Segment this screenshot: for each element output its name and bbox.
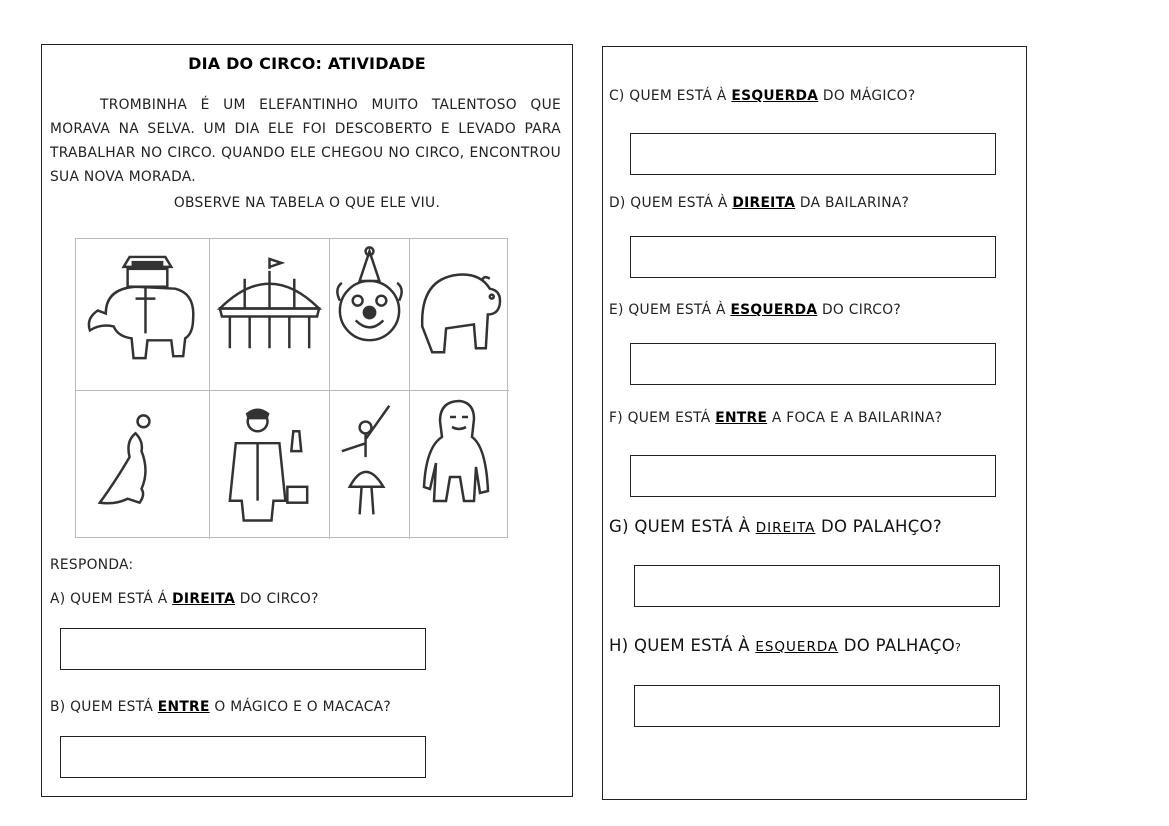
answer-box-f[interactable] bbox=[630, 455, 996, 497]
question-a-suffix: DO CIRCO? bbox=[235, 591, 319, 607]
question-b bbox=[50, 699, 391, 715]
elephant-picture bbox=[76, 239, 210, 391]
question-h-keyword: ESQUERDA bbox=[755, 639, 839, 655]
question-g-keyword: DIREITA bbox=[755, 520, 816, 536]
intro-paragraph: TROMBINHA É UM ELEFANTINHO MUITO TALENTOSO QUE MORAVA NA SELVA. UM DIA ELE FOI DESCOBERTO E LEVADO PARA TRABALHAR NO CIRCO. QUANDO ELE CHEGOU NO CIRCO, ENCONTROU SUA NOVA MORADA. bbox=[50, 97, 561, 185]
answer-box-b[interactable] bbox=[60, 736, 426, 778]
question-h-prefix: H) QUEM ESTÁ À bbox=[609, 636, 756, 655]
question-d-suffix: DA BAILARINA? bbox=[795, 195, 910, 211]
answer-box-c[interactable] bbox=[630, 133, 996, 175]
circus-tent-icon bbox=[210, 239, 329, 390]
question-f-keyword: ENTRE bbox=[715, 410, 768, 426]
question-d-keyword: DIREITA bbox=[732, 195, 796, 211]
answer-box-d[interactable] bbox=[630, 236, 996, 278]
question-a-prefix: A) QUEM ESTÁ Á bbox=[50, 591, 173, 607]
clown-picture bbox=[330, 239, 410, 391]
worksheet-title: DIA DO CIRCO: ATIVIDADE bbox=[188, 54, 426, 73]
question-f bbox=[609, 410, 942, 426]
question-f-prefix: F) QUEM ESTÁ bbox=[609, 410, 716, 426]
seal-icon bbox=[76, 391, 209, 539]
question-b-keyword: ENTRE bbox=[157, 699, 210, 715]
question-c-prefix: C) QUEM ESTÁ À bbox=[609, 88, 732, 104]
ballerina-picture bbox=[330, 391, 410, 539]
question-d bbox=[609, 195, 909, 211]
elephant-icon bbox=[76, 239, 209, 390]
question-e-suffix: DO CIRCO? bbox=[817, 302, 901, 318]
question-h-suffix: DO PALHAÇO bbox=[838, 636, 956, 655]
bear-icon bbox=[410, 239, 509, 390]
question-b-suffix: O MÁGICO E O MACACA? bbox=[209, 699, 392, 715]
question-g-suffix: DO PALAHÇO? bbox=[815, 517, 942, 536]
left-worksheet-page bbox=[41, 44, 573, 797]
question-g bbox=[609, 517, 942, 536]
question-c-keyword: ESQUERDA bbox=[731, 88, 819, 104]
magician-icon bbox=[210, 391, 329, 539]
answer-box-e[interactable] bbox=[630, 343, 996, 385]
seal-picture bbox=[76, 391, 210, 539]
question-e-prefix: E) QUEM ESTÁ À bbox=[609, 302, 731, 318]
picture-table bbox=[75, 238, 508, 538]
question-g-prefix: G) QUEM ESTÁ À bbox=[609, 517, 756, 536]
observe-instruction: OBSERVE NA TABELA O QUE ELE VIU. bbox=[173, 195, 441, 211]
question-e bbox=[609, 302, 901, 318]
question-h-end: ? bbox=[955, 641, 962, 654]
answer-box-a[interactable] bbox=[60, 628, 426, 670]
bear-picture bbox=[410, 239, 509, 391]
question-f-suffix: A FOCA E A BAILARINA? bbox=[767, 410, 943, 426]
circus-tent-picture bbox=[210, 239, 330, 391]
ballerina-icon bbox=[330, 391, 409, 539]
question-a bbox=[50, 591, 319, 607]
answer-box-h[interactable] bbox=[634, 685, 1000, 727]
gorilla-icon bbox=[410, 391, 509, 539]
question-d-prefix: D) QUEM ESTÁ À bbox=[609, 195, 733, 211]
question-c bbox=[609, 88, 915, 104]
question-h bbox=[609, 636, 961, 655]
question-b-prefix: B) QUEM ESTÁ bbox=[50, 699, 158, 715]
question-c-suffix: DO MÁGICO? bbox=[818, 88, 916, 104]
right-worksheet-page bbox=[602, 46, 1027, 800]
clown-icon bbox=[330, 239, 409, 390]
gorilla-picture bbox=[410, 391, 509, 539]
magician-picture bbox=[210, 391, 330, 539]
respond-label: RESPONDA: bbox=[50, 557, 134, 573]
question-a-keyword: DIREITA bbox=[172, 591, 236, 607]
answer-box-g[interactable] bbox=[634, 565, 1000, 607]
question-e-keyword: ESQUERDA bbox=[730, 302, 818, 318]
